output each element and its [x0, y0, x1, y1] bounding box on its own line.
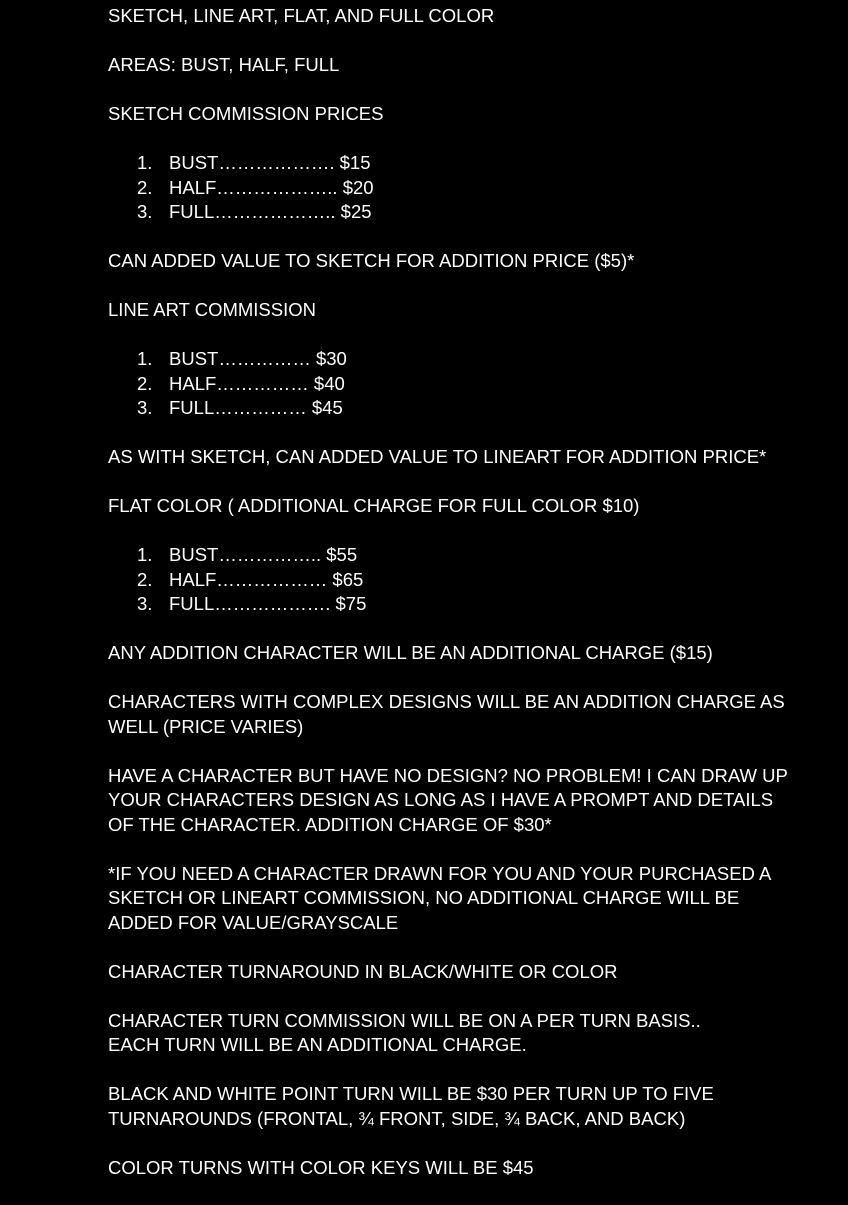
list-number: 1. — [137, 348, 153, 369]
list-number: 2. — [137, 568, 153, 590]
list-item — [108, 200, 828, 225]
complex-design-note: CHARACTERS WITH COMPLEX DESIGNS WILL BE AN ADDITION CHARGE AS WELL (PRICE VARIES) — [108, 691, 785, 737]
lineart-value-note: AS WITH SKETCH, CAN ADDED VALUE TO LINEART FOR ADDITION PRICE* — [108, 446, 767, 467]
list-number: 3. — [137, 593, 153, 614]
list-item — [108, 568, 828, 593]
heading-areas: AREAS: BUST, HALF, FULL — [108, 54, 340, 75]
turn-basis-note: CHARACTER TURN COMMISSION WILL BE ON A PER TURN BASIS.. EACH TURN WILL BE AN ADDITIONAL CHARGE. — [108, 1009, 701, 1055]
list-text: HALF……………….. $20 — [169, 176, 374, 198]
list-text: BUST………………. $15 — [169, 152, 371, 173]
list-text: FULL……………….. $25 — [169, 201, 372, 222]
bw-turn-price-note: BLACK AND WHITE POINT TURN WILL BE $30 PER TURN UP TO FIVE TURNAROUNDS (FRONTAL, ¾ FRONT, SIDE, ¾ BACK, AND BACK) — [108, 1083, 714, 1129]
price-sheet — [108, 4, 828, 1205]
list-number: 3. — [137, 201, 153, 222]
asterisk-footnote: *IF YOU NEED A CHARACTER DRAWN FOR YOU AND YOUR PURCHASED A SKETCH OR LINEART COMMISSION, NO ADDITIONAL CHARGE WILL BE ADDED FOR VALUE/GRAYSCALE — [108, 862, 772, 933]
list-item — [108, 176, 828, 201]
heading-turnaround: CHARACTER TURNAROUND IN BLACK/WHITE OR COLOR — [108, 960, 618, 982]
list-item — [108, 543, 828, 568]
list-text: HALF……………… $65 — [169, 568, 364, 590]
list-item — [108, 372, 828, 397]
heading-lineart: LINE ART COMMISSION — [108, 299, 316, 320]
flat-color-price-list — [108, 543, 828, 617]
color-turn-price-note: COLOR TURNS WITH COLOR KEYS WILL BE $45 — [108, 1156, 534, 1178]
list-item — [108, 347, 828, 372]
list-text: FULL…………… $45 — [169, 397, 343, 418]
list-item — [108, 151, 828, 176]
list-number: 2. — [137, 372, 153, 394]
list-number: 1. — [137, 544, 153, 565]
heading-art-types: SKETCH, LINE ART, FLAT, AND FULL COLOR — [108, 5, 495, 26]
list-number: 1. — [137, 152, 153, 173]
list-number: 2. — [137, 176, 153, 198]
list-text: BUST…………… $30 — [169, 348, 347, 369]
list-text: FULL………………. $75 — [169, 593, 367, 614]
list-number: 3. — [137, 397, 153, 418]
list-text: BUST…………….. $55 — [169, 544, 358, 565]
lineart-price-list — [108, 347, 828, 421]
heading-flat-color: FLAT COLOR ( ADDITIONAL CHARGE FOR FULL COLOR $10) — [108, 495, 640, 516]
list-item — [108, 592, 828, 617]
sketch-price-list — [108, 151, 828, 225]
sketch-value-note: CAN ADDED VALUE TO SKETCH FOR ADDITION PRICE ($5)* — [108, 250, 635, 271]
heading-sketch-prices: SKETCH COMMISSION PRICES — [108, 103, 384, 124]
list-text: HALF…………… $40 — [169, 372, 345, 394]
additional-character-note: ANY ADDITION CHARACTER WILL BE AN ADDITIONAL CHARGE ($15) — [108, 642, 713, 663]
no-design-note: HAVE A CHARACTER BUT HAVE NO DESIGN? NO PROBLEM! I CAN DRAW UP YOUR CHARACTERS DESIGN AS LONG AS I HAVE A PROMPT AND DETAILS OF THE CHARACTER. ADDITION CHARGE OF $30* — [108, 764, 788, 835]
list-item — [108, 396, 828, 421]
